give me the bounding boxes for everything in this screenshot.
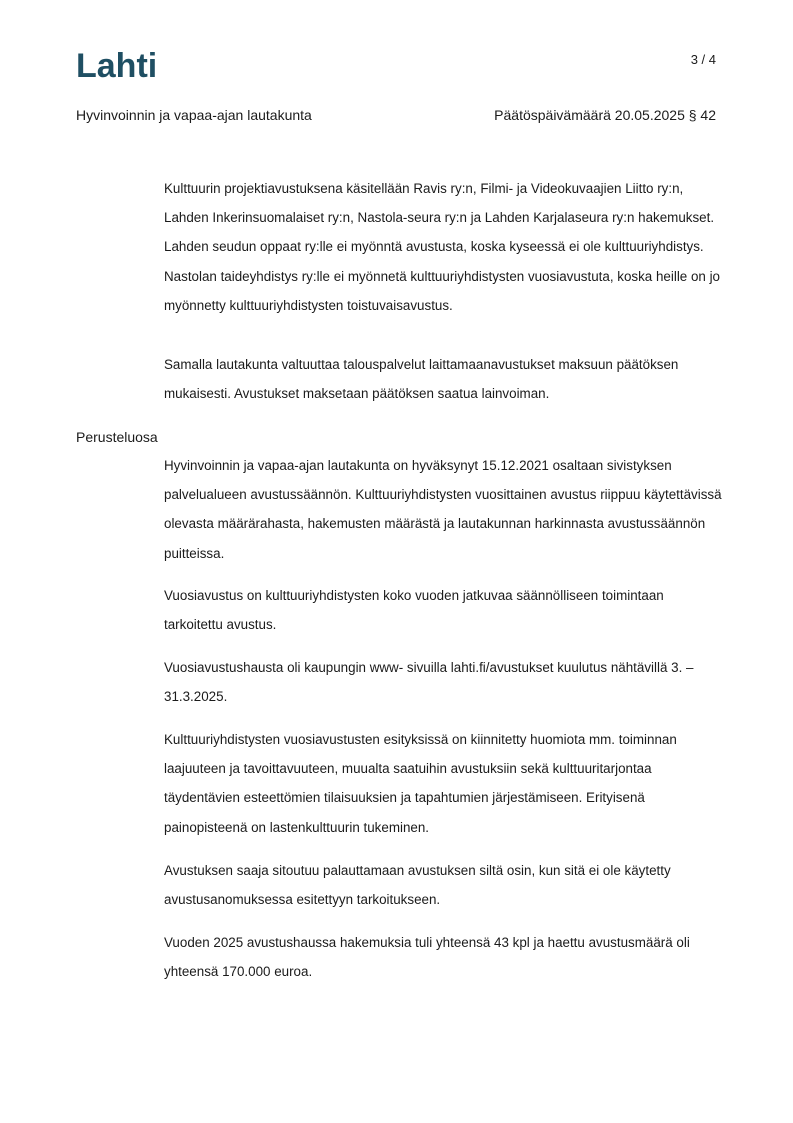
decision-date: Päätöspäivämäärä 20.05.2025 § 42: [494, 107, 716, 123]
rationale-paragraph-1: Hyvinvoinnin ja vapaa-ajan lautakunta on hyväksynyt 15.12.2021 osaltaan sivistyksen palvelualueen avustussäännön. Kulttuuriyhdistysten vuosittainen avustus riippuu käytettävissä olevasta määrärahasta, hakemusten määrästä ja lautakunnan harkinnasta avustussäännön puitteissa.: [164, 458, 722, 561]
rationale-paragraph-4: Kulttuuriyhdistysten vuosiavustusten esityksissä on kiinnitetty huomiota mm. toiminnan laajuuteen ja tavoittavuuteen, muualta saatuihin avustuksiin sekä kulttuuritarjontaa täydentävien esteettömien tilaisuuksien ja tapahtumien järjestämiseen. Erityisenä painopisteenä on lastenkulttuurin tukeminen.: [164, 732, 677, 835]
svg-text:Lahti: Lahti: [76, 49, 158, 81]
decision-paragraph-2: Samalla lautakunta valtuuttaa talouspalvelut laittamaanavustukset maksuun päätöksen mukaisesti. Avustukset maksetaan päätöksen saatua lainvoiman.: [164, 357, 679, 402]
decision-paragraph-1: Kulttuurin projektiavustuksena käsitellään Ravis ry:n, Filmi- ja Videokuvaajien Liitto ry:n, Lahden Inkerinsuomalaiset ry:n, Nastola-seura ry:n ja Lahden Karjalaseura ry:n hakemukset. Lahden seudun oppaat ry:lle ei myönntä avustusta, koska kyseessä ei ole kulttuuriyhdistys. Nastolan taideyhdistys ry:lle ei myönnetä kulttuuriyhdistysten vuosiavustuta, koska heille on jo myönnetty kulttuuriyhdistysten toistuvaisavustus.: [164, 181, 720, 313]
page-number: 3 / 4: [690, 52, 716, 67]
committee-name: Hyvinvoinnin ja vapaa-ajan lautakunta: [76, 107, 312, 123]
rationale-paragraph-3: Vuosiavustushausta oli kaupungin www- sivuilla lahti.fi/avustukset kuulutus nähtävillä 3. – 31.3.2025.: [164, 660, 694, 705]
rationale-paragraph-5: Avustuksen saaja sitoutuu palauttamaan avustuksen siltä osin, kun sitä ei ole käytetty avustusanomuksessa esitettyyn tarkoitukseen.: [164, 863, 671, 908]
rationale-paragraph-2: Vuosiavustus on kulttuuriyhdistysten koko vuoden jatkuvaa säännölliseen toimintaan tarkoitettu avustus.: [164, 588, 664, 633]
lahti-logo: [76, 49, 168, 81]
section-heading-rationale: Perusteluosa: [76, 429, 158, 445]
rationale-paragraph-6: Vuoden 2025 avustushaussa hakemuksia tuli yhteensä 43 kpl ja haettu avustusmäärä oli yhteensä 170.000 euroa.: [164, 935, 690, 980]
